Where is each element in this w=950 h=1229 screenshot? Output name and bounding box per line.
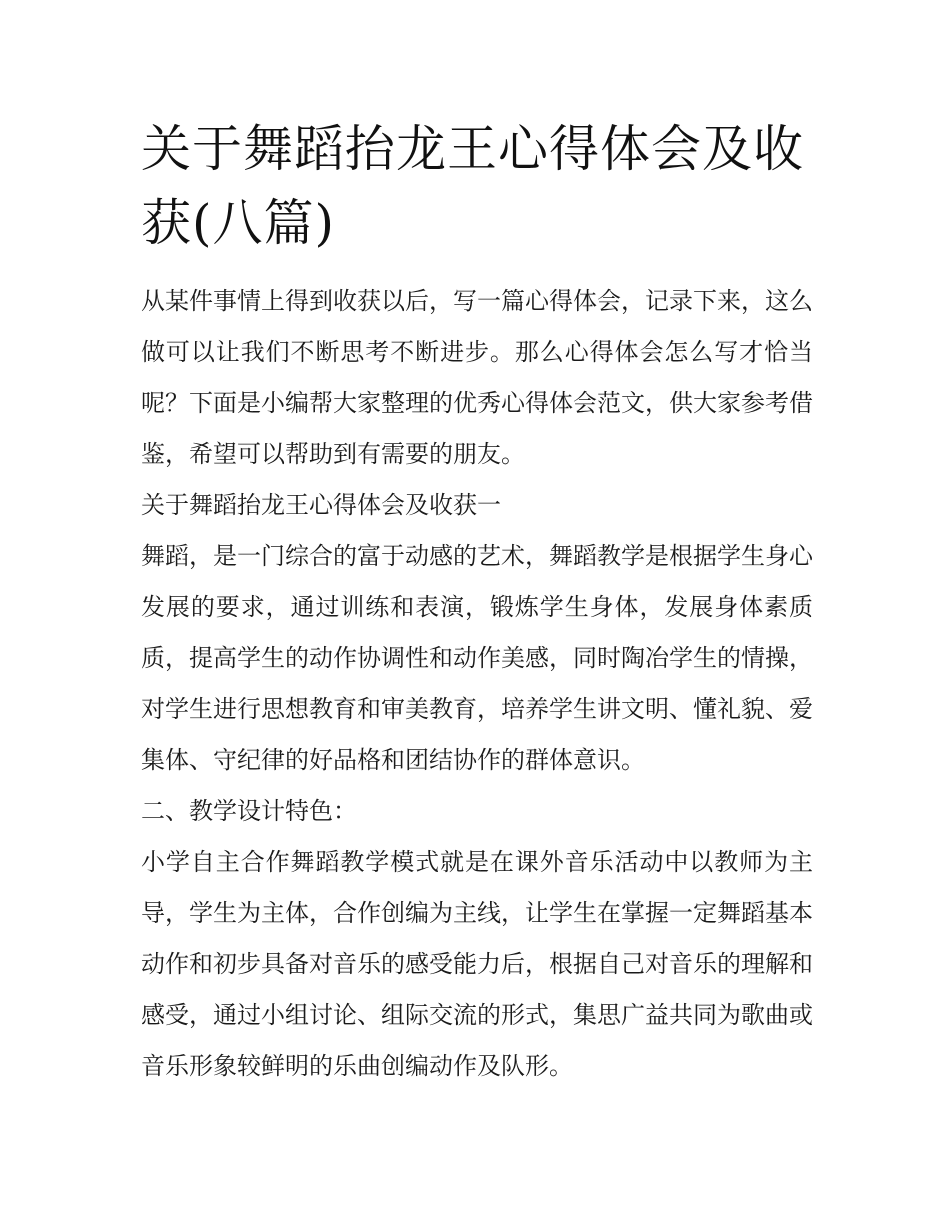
document-title: 关于舞蹈抬龙王心得体会及收获(八篇)	[141, 120, 804, 252]
section-heading-two: 二、教学设计特色：	[141, 797, 357, 825]
body-paragraph: 小学自主合作舞蹈教学模式就是在课外音乐活动中以教师为主导，学生为主体，合作创编为主线，让学生在掌握一定舞蹈基本动作和初步具备对音乐的感受能力后，根据自己对音乐的理解和感受，通过小组讨论、组际交流的形式，集思广益共同为歌曲或音乐形象较鲜明的乐曲创编动作及队形。	[141, 848, 813, 1080]
intro-paragraph: 从某件事情上得到收获以后，写一篇心得体会，记录下来，这么做可以让我们不断思考不断进步。那么心得体会怎么写才恰当呢？下面是小编帮大家整理的优秀心得体会范文，供大家参考借鉴，希望可以帮助到有需要的朋友。	[141, 287, 813, 468]
section-heading-one: 关于舞蹈抬龙王心得体会及收获一	[141, 491, 501, 519]
body-paragraph: 舞蹈，是一门综合的富于动感的艺术，舞蹈教学是根据学生身心发展的要求，通过训练和表演，锻炼学生身体，发展身体素质质，提高学生的动作协调性和动作美感，同时陶冶学生的情操，对学生进行思想教育和审美教育，培养学生讲文明、懂礼貌、爱集体、守纪律的好品格和团结协作的群体意识。	[141, 542, 813, 774]
document-page	[141, 112, 813, 1092]
